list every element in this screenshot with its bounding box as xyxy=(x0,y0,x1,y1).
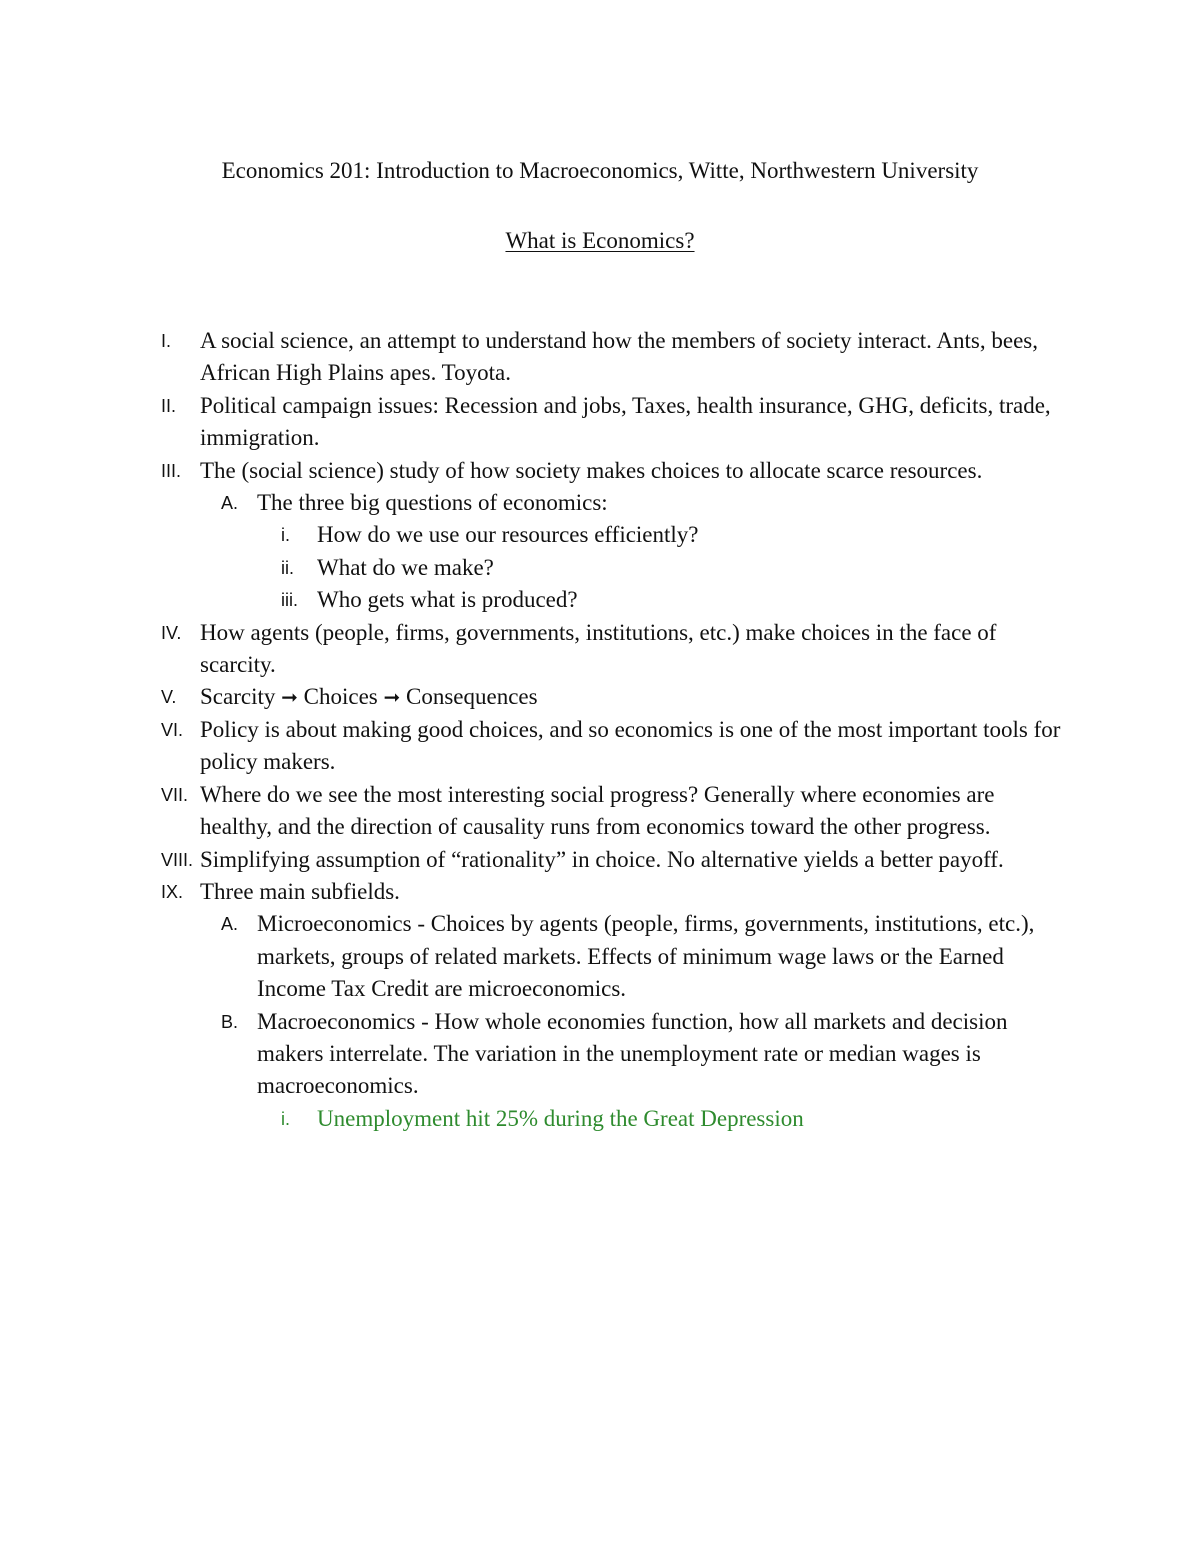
scarcity-term: Scarcity xyxy=(200,684,276,710)
outline-item-IX-B xyxy=(0,1006,1200,1103)
item-text: Three main subfields. xyxy=(200,878,400,904)
item-text: Simplifying assumption of “rationality” in choice. No alternative yields a better payoff. xyxy=(200,846,1004,872)
outline-item-IX xyxy=(0,876,1200,908)
item-text-highlight: Unemployment hit 25% during the Great Depression xyxy=(317,1105,804,1131)
item-marker: A. xyxy=(221,493,239,514)
outline-item-III-A-ii xyxy=(0,552,1200,584)
item-text: Microeconomics - Choices by agents (people, firms, governments, institutions, etc.), markets, groups of related markets. Effects of minimum wage laws or the Earned Income Tax Credit are microeconomics. xyxy=(257,911,1035,1002)
outline-item-IV xyxy=(0,617,1200,682)
item-marker: iii. xyxy=(281,590,298,611)
outline-item-VII xyxy=(0,779,1200,844)
outline-item-IX-B-i xyxy=(0,1103,1200,1135)
right-arrow-icon: ➞ xyxy=(281,685,298,710)
item-marker: i. xyxy=(281,525,290,546)
item-marker: II. xyxy=(161,395,177,416)
item-marker: VII. xyxy=(161,784,189,805)
outline-item-VIII xyxy=(0,844,1200,876)
outline-item-III-A-iii xyxy=(0,584,1200,616)
consequences-term: Consequences xyxy=(406,684,538,710)
item-marker: i. xyxy=(281,1108,290,1129)
item-marker: VI. xyxy=(161,719,184,740)
page-title xyxy=(0,228,1200,254)
item-marker: B. xyxy=(221,1011,239,1032)
item-text: What do we make? xyxy=(317,554,494,580)
outline-item-III-A xyxy=(0,487,1200,519)
outline-item-I xyxy=(0,325,1200,390)
outline-item-IX-A xyxy=(0,908,1200,1005)
item-marker: ii. xyxy=(281,557,294,578)
outline-item-III-A-i xyxy=(0,519,1200,551)
item-text: A social science, an attempt to understand how the members of society interact. Ants, bees, African High Plains apes. Toyota. xyxy=(200,328,1038,386)
item-marker: A. xyxy=(221,914,239,935)
item-text: Political campaign issues: Recession and jobs, Taxes, health insurance, GHG, deficits, trade, immigration. xyxy=(200,392,1051,451)
item-text: Macroeconomics - How whole economies function, how all markets and decision makers interrelate. The variation in the unemployment rate or median wages is macroeconomics. xyxy=(257,1008,1008,1099)
right-arrow-icon: ➞ xyxy=(383,685,401,710)
item-text: Policy is about making good choices, and so economics is one of the most important tools for policy makers. xyxy=(200,716,1061,775)
item-marker: VIII. xyxy=(161,849,194,870)
item-marker: I. xyxy=(161,331,172,351)
outline-list xyxy=(0,325,1200,1135)
item-text: The three big questions of economics: xyxy=(257,490,608,516)
outline-item-VI xyxy=(0,714,1200,779)
item-text-flow xyxy=(200,681,1070,713)
item-marker: V. xyxy=(161,687,177,708)
choices-term: Choices xyxy=(303,684,378,710)
item-marker: III. xyxy=(161,460,182,481)
item-marker: IV. xyxy=(161,622,182,643)
outline-item-V xyxy=(0,681,1200,713)
item-text: How agents (people, firms, governments, institutions, etc.) make choices in the face of scarcity. xyxy=(200,619,997,678)
item-text: How do we use our resources efficiently? xyxy=(317,522,699,548)
outline-item-III xyxy=(0,455,1200,487)
item-text: Who gets what is produced? xyxy=(317,587,578,613)
item-text: The (social science) study of how society makes choices to allocate scarce resources. xyxy=(200,457,983,483)
page-title-text: What is Economics? xyxy=(505,228,695,253)
course-header: Economics 201: Introduction to Macroeconomics, Witte, Northwestern University xyxy=(221,158,979,183)
outline-item-II xyxy=(0,390,1200,455)
item-marker: IX. xyxy=(161,881,184,902)
item-text: Where do we see the most interesting social progress? Generally where economies are healthy, and the direction of causality runs from economics toward the other progress. xyxy=(200,781,995,840)
